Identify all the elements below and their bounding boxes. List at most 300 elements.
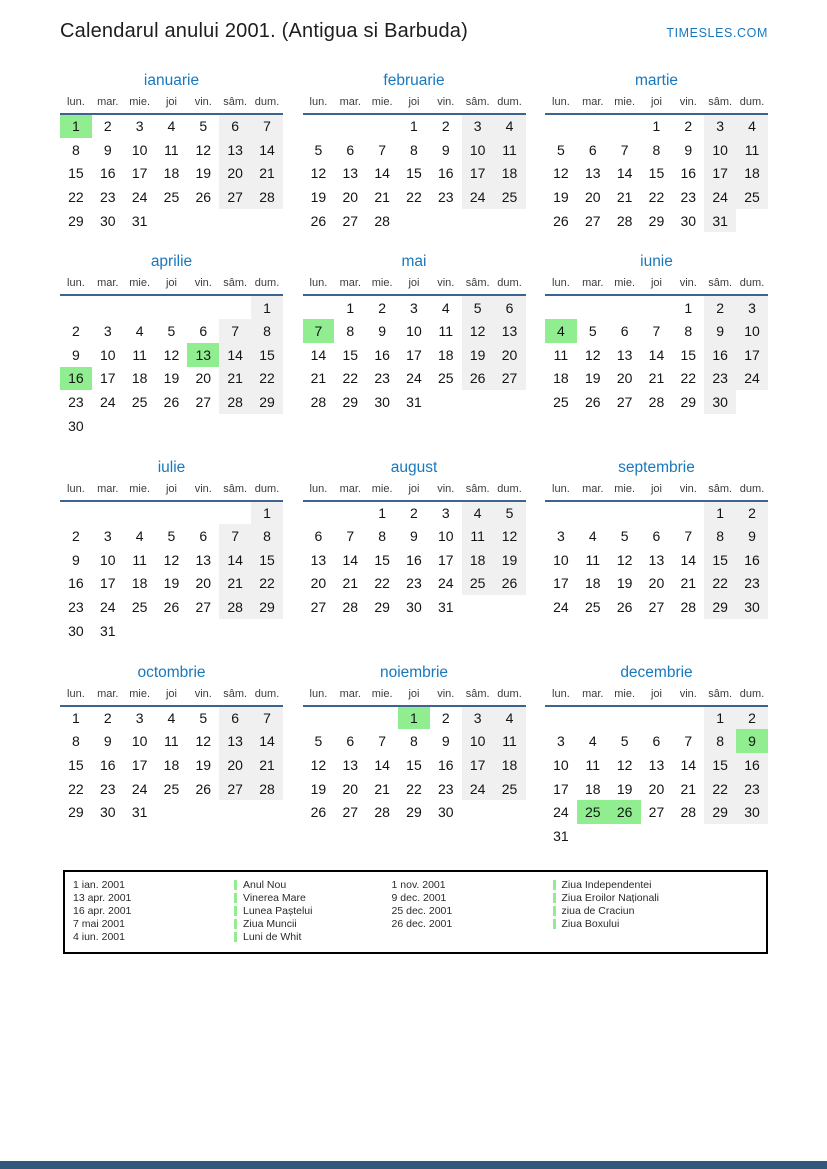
weekday-label: lun.: [545, 483, 577, 501]
weekday-label: dum.: [736, 277, 768, 295]
day-decembrie-18: 18: [584, 780, 601, 797]
day-martie-30: 30: [680, 212, 697, 229]
day-decembrie-21: 21: [680, 780, 697, 797]
day-august-17: 17: [438, 551, 454, 568]
weekday-label: joi: [641, 688, 673, 706]
day-iulie-28: 28: [219, 595, 251, 619]
day-octombrie-27: 27: [219, 777, 251, 801]
day-septembrie-28: 28: [680, 599, 697, 616]
day-decembrie-1: 1: [704, 706, 736, 730]
month-title: aprilie: [150, 253, 193, 271]
month-table: [303, 277, 526, 413]
day-iulie-6: 6: [199, 528, 208, 545]
day-august-12: 12: [494, 524, 526, 548]
day-februarie-18: 18: [494, 161, 526, 185]
day-aprilie-22: 22: [251, 367, 283, 391]
day-august-22: 22: [374, 575, 390, 592]
weekday-label: mar.: [577, 688, 609, 706]
empty-cell: [156, 209, 188, 233]
day-mai-3: 3: [410, 299, 418, 316]
day-octombrie-3: 3: [135, 710, 144, 727]
day-iulie-27: 27: [195, 599, 212, 616]
empty-cell: [545, 706, 577, 730]
weekday-label: mie.: [366, 96, 398, 114]
day-aprilie-21: 21: [219, 367, 251, 391]
empty-cell: [609, 501, 641, 525]
empty-cell: [303, 295, 335, 319]
day-ianuarie-28: 28: [251, 185, 283, 209]
day-septembrie-26: 26: [616, 599, 633, 616]
day-octombrie-6: 6: [219, 706, 251, 730]
month-iunie: [545, 253, 768, 437]
day-august-28: 28: [342, 599, 359, 616]
day-aprilie-13: 13: [187, 343, 219, 367]
day-martie-28: 28: [616, 212, 633, 229]
day-februarie-10: 10: [462, 138, 494, 162]
day-iunie-23: 23: [704, 367, 736, 391]
footer-bar: [0, 1161, 827, 1169]
day-noiembrie-27: 27: [342, 804, 359, 821]
weekday-label: mar.: [334, 483, 366, 501]
day-septembrie-14: 14: [680, 551, 697, 568]
day-septembrie-27: 27: [648, 599, 665, 616]
page-title: Calendarul anului 2001. (Antigua si Barbuda): [60, 20, 468, 42]
empty-cell: [156, 800, 188, 824]
day-octombrie-4: 4: [167, 710, 176, 727]
empty-cell: [187, 414, 219, 438]
day-decembrie-11: 11: [585, 756, 601, 773]
weekday-label: dum.: [494, 277, 526, 295]
weekday-label: sâm.: [462, 96, 494, 114]
empty-cell: [60, 295, 92, 319]
day-ianuarie-18: 18: [163, 165, 180, 182]
day-iunie-21: 21: [648, 370, 665, 387]
day-noiembrie-6: 6: [346, 733, 355, 750]
day-iunie-2: 2: [704, 295, 736, 319]
day-august-23: 23: [406, 575, 422, 592]
empty-cell: [219, 800, 251, 824]
weekday-label: dum.: [736, 483, 768, 501]
day-iulie-22: 22: [251, 572, 283, 596]
weekday-label: lun.: [545, 96, 577, 114]
day-iunie-22: 22: [680, 370, 697, 387]
day-iunie-26: 26: [584, 394, 601, 411]
weekday-label: lun.: [60, 483, 92, 501]
day-octombrie-1: 1: [72, 710, 80, 727]
day-noiembrie-9: 9: [441, 733, 450, 750]
day-decembrie-3: 3: [557, 733, 565, 750]
legend-date: 16 apr. 2001: [73, 904, 132, 917]
weekday-label: sâm.: [704, 483, 736, 501]
day-aprilie-24: 24: [99, 394, 116, 411]
month-table: [303, 688, 526, 824]
day-iulie-31: 31: [99, 622, 116, 639]
day-decembrie-6: 6: [652, 733, 661, 750]
day-februarie-22: 22: [406, 188, 422, 205]
legend-holiday-name: Ziua Boxului: [561, 917, 620, 930]
day-ianuarie-21: 21: [251, 161, 283, 185]
weekday-label: joi: [156, 96, 188, 114]
day-ianuarie-3: 3: [135, 118, 144, 135]
weekday-label: mie.: [366, 277, 398, 295]
day-februarie-25: 25: [494, 185, 526, 209]
day-iunie-9: 9: [704, 319, 736, 343]
site-link[interactable]: TIMESLES.COM: [666, 26, 768, 40]
day-decembrie-14: 14: [680, 756, 697, 773]
day-iunie-18: 18: [553, 370, 569, 387]
day-septembrie-24: 24: [553, 599, 569, 616]
day-ianuarie-9: 9: [103, 141, 112, 158]
empty-cell: [641, 706, 673, 730]
day-octombrie-7: 7: [251, 706, 283, 730]
day-septembrie-22: 22: [704, 572, 736, 596]
day-februarie-16: 16: [438, 165, 454, 182]
day-septembrie-7: 7: [684, 528, 693, 545]
legend-row: [392, 917, 758, 929]
day-aprilie-18: 18: [131, 370, 148, 387]
day-aprilie-9: 9: [72, 346, 80, 363]
day-septembrie-17: 17: [553, 575, 569, 592]
day-mai-24: 24: [406, 370, 422, 387]
day-august-14: 14: [342, 551, 359, 568]
day-iulie-19: 19: [163, 575, 180, 592]
month-ianuarie: [60, 72, 283, 232]
day-martie-1: 1: [652, 118, 661, 135]
legend-date: 7 mai 2001: [73, 917, 125, 930]
day-decembrie-7: 7: [684, 733, 693, 750]
legend-green-bar: [234, 880, 237, 890]
weekday-label: mar.: [92, 277, 124, 295]
weekday-label: mar.: [334, 688, 366, 706]
legend-holiday-name: Luni de Whit: [243, 930, 302, 943]
weekday-label: sâm.: [219, 688, 251, 706]
day-iunie-6: 6: [620, 322, 629, 339]
day-aprilie-23: 23: [68, 394, 84, 411]
weekday-label: sâm.: [704, 96, 736, 114]
day-iunie-28: 28: [648, 394, 665, 411]
day-aprilie-25: 25: [131, 394, 148, 411]
legend-green-bar: [234, 919, 237, 929]
empty-cell: [92, 295, 124, 319]
weekday-label: mie.: [366, 688, 398, 706]
weekday-label: dum.: [736, 96, 768, 114]
day-octombrie-26: 26: [195, 780, 212, 797]
day-noiembrie-11: 11: [494, 729, 526, 753]
day-septembrie-1: 1: [704, 501, 736, 525]
day-martie-16: 16: [680, 165, 697, 182]
day-martie-23: 23: [680, 188, 697, 205]
day-iulie-1: 1: [251, 501, 283, 525]
day-mai-23: 23: [374, 370, 390, 387]
day-octombrie-15: 15: [68, 756, 84, 773]
legend-green-bar: [234, 906, 237, 916]
day-ianuarie-13: 13: [219, 138, 251, 162]
day-august-20: 20: [310, 575, 327, 592]
day-august-15: 15: [374, 551, 390, 568]
day-mai-19: 19: [462, 343, 494, 367]
day-iunie-19: 19: [584, 370, 601, 387]
weekday-label: vin.: [187, 688, 219, 706]
empty-cell: [736, 209, 768, 233]
weekday-label: dum.: [251, 483, 283, 501]
weekday-label: mie.: [609, 96, 641, 114]
day-mai-20: 20: [494, 343, 526, 367]
day-iulie-21: 21: [219, 572, 251, 596]
day-iulie-25: 25: [131, 599, 148, 616]
weekday-label: mar.: [577, 483, 609, 501]
day-noiembrie-30: 30: [438, 804, 454, 821]
day-ianuarie-23: 23: [99, 188, 116, 205]
day-iulie-4: 4: [135, 528, 144, 545]
weekday-label: joi: [398, 96, 430, 114]
day-august-9: 9: [410, 528, 418, 545]
weekday-label: vin.: [672, 96, 704, 114]
weekday-label: vin.: [430, 688, 462, 706]
empty-cell: [124, 501, 156, 525]
day-aprilie-29: 29: [251, 390, 283, 414]
empty-cell: [334, 114, 366, 138]
empty-cell: [251, 800, 283, 824]
day-septembrie-25: 25: [584, 599, 601, 616]
empty-cell: [577, 706, 609, 730]
legend-date: 4 iun. 2001: [73, 930, 125, 943]
day-ianuarie-8: 8: [72, 141, 80, 158]
day-august-30: 30: [406, 599, 422, 616]
day-martie-21: 21: [616, 188, 633, 205]
day-mai-6: 6: [494, 295, 526, 319]
day-ianuarie-11: 11: [164, 141, 179, 158]
empty-cell: [187, 501, 219, 525]
holiday-legend: [63, 870, 768, 954]
day-octombrie-28: 28: [251, 777, 283, 801]
empty-cell: [494, 800, 526, 824]
day-martie-15: 15: [648, 165, 665, 182]
day-aprilie-7: 7: [219, 319, 251, 343]
day-august-31: 31: [438, 599, 454, 616]
weekday-label: mie.: [124, 96, 156, 114]
day-decembrie-15: 15: [704, 753, 736, 777]
day-iunie-27: 27: [616, 394, 633, 411]
weekday-label: vin.: [430, 483, 462, 501]
legend-holiday-name: Anul Nou: [243, 879, 287, 891]
day-octombrie-29: 29: [68, 804, 84, 821]
day-iunie-10: 10: [736, 319, 768, 343]
day-decembrie-27: 27: [648, 804, 665, 821]
day-august-11: 11: [462, 524, 494, 548]
day-ianuarie-2: 2: [103, 118, 112, 135]
empty-cell: [124, 619, 156, 643]
legend-row: [73, 879, 392, 891]
empty-cell: [494, 209, 526, 233]
day-februarie-19: 19: [310, 188, 327, 205]
weekday-label: joi: [641, 96, 673, 114]
empty-cell: [494, 595, 526, 619]
day-ianuarie-16: 16: [99, 165, 116, 182]
day-martie-25: 25: [736, 185, 768, 209]
weekday-label: dum.: [494, 96, 526, 114]
empty-cell: [303, 114, 335, 138]
day-mai-11: 11: [438, 322, 454, 339]
weekday-label: sâm.: [462, 277, 494, 295]
day-martie-7: 7: [620, 141, 629, 158]
day-aprilie-20: 20: [195, 370, 212, 387]
day-martie-6: 6: [588, 141, 597, 158]
weekday-label: mie.: [609, 277, 641, 295]
weekday-label: mar.: [92, 688, 124, 706]
day-mai-14: 14: [310, 346, 327, 363]
day-aprilie-19: 19: [163, 370, 180, 387]
empty-cell: [641, 501, 673, 525]
day-iunie-11: 11: [553, 346, 569, 363]
weekday-label: sâm.: [704, 688, 736, 706]
day-martie-17: 17: [704, 161, 736, 185]
day-octombrie-10: 10: [131, 733, 148, 750]
day-iulie-11: 11: [132, 551, 147, 568]
legend-row: [392, 879, 758, 891]
day-ianuarie-25: 25: [163, 188, 180, 205]
weekday-label: mie.: [124, 688, 156, 706]
day-februarie-15: 15: [406, 165, 422, 182]
day-ianuarie-1: 1: [60, 114, 92, 138]
empty-cell: [187, 800, 219, 824]
day-august-27: 27: [310, 599, 327, 616]
day-mai-30: 30: [374, 394, 390, 411]
empty-cell: [303, 706, 335, 730]
day-august-21: 21: [342, 575, 359, 592]
legend-date: 25 dec. 2001: [391, 904, 453, 917]
day-noiembrie-21: 21: [374, 780, 390, 797]
day-iulie-29: 29: [251, 595, 283, 619]
day-ianuarie-24: 24: [131, 188, 148, 205]
weekday-label: sâm.: [704, 277, 736, 295]
weekday-label: mie.: [124, 277, 156, 295]
month-title: iulie: [157, 458, 186, 476]
day-iulie-30: 30: [68, 622, 84, 639]
day-martie-20: 20: [584, 188, 601, 205]
empty-cell: [334, 706, 366, 730]
day-decembrie-17: 17: [553, 780, 569, 797]
legend-row: [73, 917, 392, 929]
empty-cell: [462, 209, 494, 233]
day-mai-16: 16: [374, 346, 390, 363]
day-iulie-14: 14: [219, 548, 251, 572]
day-iulie-18: 18: [131, 575, 148, 592]
day-septembrie-5: 5: [620, 528, 629, 545]
day-august-18: 18: [462, 548, 494, 572]
day-noiembrie-13: 13: [342, 756, 359, 773]
day-martie-31: 31: [704, 209, 736, 233]
month-title: decembrie: [620, 663, 693, 681]
day-februarie-8: 8: [410, 141, 418, 158]
weekday-label: sâm.: [219, 277, 251, 295]
day-iulie-5: 5: [167, 528, 176, 545]
weekday-label: mie.: [366, 483, 398, 501]
day-septembrie-20: 20: [648, 575, 665, 592]
day-decembrie-28: 28: [680, 804, 697, 821]
empty-cell: [219, 295, 251, 319]
day-octombrie-20: 20: [219, 753, 251, 777]
day-septembrie-9: 9: [736, 524, 768, 548]
weekday-label: dum.: [494, 688, 526, 706]
day-decembrie-13: 13: [648, 756, 665, 773]
day-noiembrie-10: 10: [462, 729, 494, 753]
day-decembrie-20: 20: [648, 780, 665, 797]
day-august-1: 1: [378, 504, 386, 521]
day-mai-15: 15: [342, 346, 359, 363]
day-septembrie-18: 18: [584, 575, 601, 592]
month-aprilie: [60, 253, 283, 437]
empty-cell: [736, 390, 768, 414]
weekday-label: lun.: [60, 688, 92, 706]
weekday-label: lun.: [545, 277, 577, 295]
day-octombrie-9: 9: [103, 733, 112, 750]
month-title: martie: [634, 72, 679, 89]
empty-cell: [641, 824, 673, 848]
day-martie-29: 29: [648, 212, 665, 229]
day-august-2: 2: [410, 504, 418, 521]
day-aprilie-8: 8: [251, 319, 283, 343]
day-iulie-23: 23: [68, 599, 84, 616]
empty-cell: [219, 209, 251, 233]
legend-date: 1 ian. 2001: [73, 879, 125, 891]
day-iulie-9: 9: [72, 551, 80, 568]
legend-date: 26 dec. 2001: [391, 917, 453, 930]
legend-green-bar: [553, 880, 556, 890]
day-ianuarie-30: 30: [99, 212, 116, 229]
empty-cell: [92, 414, 124, 438]
day-octombrie-16: 16: [99, 756, 116, 773]
day-octombrie-19: 19: [195, 756, 212, 773]
day-ianuarie-26: 26: [195, 188, 212, 205]
legend-green-bar: [553, 919, 556, 929]
day-martie-26: 26: [553, 212, 569, 229]
day-noiembrie-8: 8: [410, 733, 418, 750]
day-august-25: 25: [462, 572, 494, 596]
day-noiembrie-1: 1: [398, 706, 430, 730]
day-mai-10: 10: [406, 322, 422, 339]
day-octombrie-24: 24: [131, 780, 148, 797]
weekday-label: vin.: [187, 483, 219, 501]
months-grid: [60, 72, 768, 848]
day-decembrie-19: 19: [616, 780, 633, 797]
day-iulie-7: 7: [219, 524, 251, 548]
day-decembrie-9: 9: [736, 729, 768, 753]
day-februarie-9: 9: [441, 141, 450, 158]
empty-cell: [545, 295, 577, 319]
day-martie-19: 19: [553, 188, 569, 205]
day-noiembrie-29: 29: [406, 804, 422, 821]
day-aprilie-10: 10: [99, 346, 116, 363]
weekday-label: vin.: [672, 688, 704, 706]
day-iulie-24: 24: [99, 599, 116, 616]
day-octombrie-31: 31: [131, 804, 148, 821]
day-ianuarie-31: 31: [131, 212, 148, 229]
day-ianuarie-12: 12: [195, 141, 212, 158]
empty-cell: [494, 390, 526, 414]
month-martie: [545, 72, 768, 232]
day-noiembrie-7: 7: [378, 733, 386, 750]
day-mai-2: 2: [378, 299, 386, 316]
day-iunie-20: 20: [616, 370, 633, 387]
day-iunie-14: 14: [648, 346, 665, 363]
day-noiembrie-3: 3: [462, 706, 494, 730]
day-aprilie-3: 3: [103, 322, 112, 339]
day-septembrie-11: 11: [585, 551, 601, 568]
month-septembrie: [545, 459, 768, 643]
month-table: [545, 483, 768, 619]
day-mai-21: 21: [310, 370, 327, 387]
day-septembrie-12: 12: [616, 551, 633, 568]
